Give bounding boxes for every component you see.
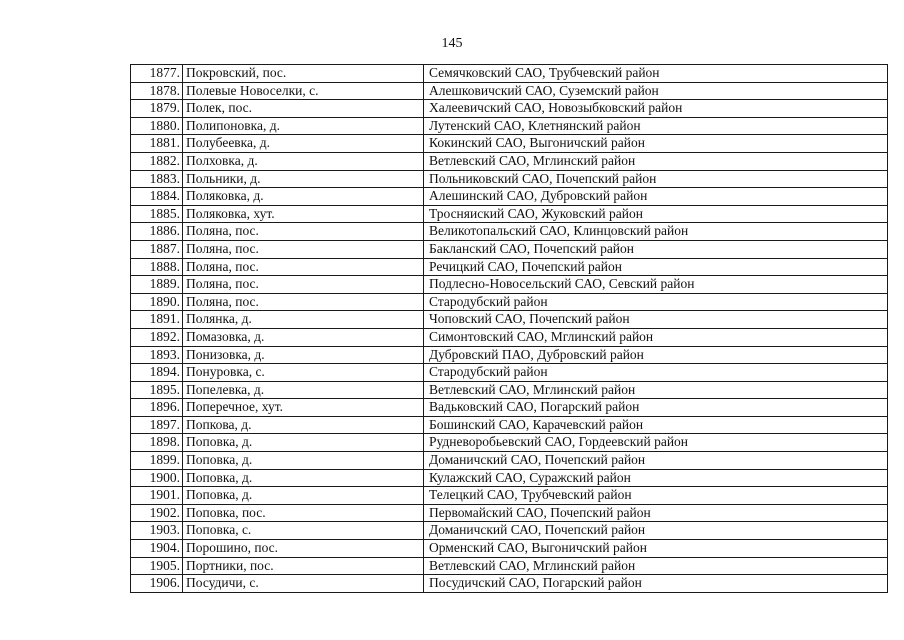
table-row <box>131 346 888 364</box>
row-number-cell: 1895. <box>131 381 183 399</box>
table-row <box>131 434 888 452</box>
settlement-name-cell: Понизовка, д. <box>183 346 424 364</box>
settlement-name-cell: Полевые Новоселки, с. <box>183 82 424 100</box>
settlement-name-cell: Полек, пос. <box>183 100 424 118</box>
table-row <box>131 487 888 505</box>
district-cell: Ветлевский САО, Мглинский район <box>424 152 888 170</box>
table-row <box>131 540 888 558</box>
district-cell: Чоповский САО, Почепский район <box>424 311 888 329</box>
row-number-cell: 1899. <box>131 452 183 470</box>
district-cell: Халеевичский САО, Новозыбковский район <box>424 100 888 118</box>
settlement-name-cell: Понуровка, с. <box>183 364 424 382</box>
row-number-cell: 1883. <box>131 170 183 188</box>
settlement-name-cell: Полубеевка, д. <box>183 135 424 153</box>
row-number-cell: 1893. <box>131 346 183 364</box>
table-row <box>131 504 888 522</box>
table-row <box>131 328 888 346</box>
table-row <box>131 293 888 311</box>
settlement-name-cell: Поповка, д. <box>183 452 424 470</box>
settlement-name-cell: Полховка, д. <box>183 152 424 170</box>
settlement-name-cell: Поляна, пос. <box>183 293 424 311</box>
table-row <box>131 170 888 188</box>
settlement-name-cell: Поляковка, д. <box>183 188 424 206</box>
row-number-cell: 1890. <box>131 293 183 311</box>
settlement-name-cell: Попелевка, д. <box>183 381 424 399</box>
table-row <box>131 205 888 223</box>
row-number-cell: 1905. <box>131 557 183 575</box>
district-cell: Доманичский САО, Почепский район <box>424 452 888 470</box>
district-cell: Дубровский ПАО, Дубровский район <box>424 346 888 364</box>
district-cell: Стародубский район <box>424 364 888 382</box>
table-row <box>131 575 888 593</box>
row-number-cell: 1900. <box>131 469 183 487</box>
district-cell: Доманичский САО, Почепский район <box>424 522 888 540</box>
settlement-name-cell: Поляна, пос. <box>183 223 424 241</box>
row-number-cell: 1897. <box>131 416 183 434</box>
district-cell: Тросняиский САО, Жуковский район <box>424 205 888 223</box>
table-row <box>131 117 888 135</box>
table-row <box>131 100 888 118</box>
settlement-name-cell: Порошино, пос. <box>183 540 424 558</box>
district-cell: Алешинский САО, Дубровский район <box>424 188 888 206</box>
row-number-cell: 1882. <box>131 152 183 170</box>
district-cell: Рудневоробьевский САО, Гордеевский район <box>424 434 888 452</box>
district-cell: Великотопальский САО, Клинцовский район <box>424 223 888 241</box>
row-number-cell: 1888. <box>131 258 183 276</box>
table-row <box>131 469 888 487</box>
settlement-name-cell: Поповка, с. <box>183 522 424 540</box>
row-number-cell: 1880. <box>131 117 183 135</box>
row-number-cell: 1877. <box>131 65 183 83</box>
row-number-cell: 1896. <box>131 399 183 417</box>
settlement-name-cell: Поповка, пос. <box>183 504 424 522</box>
row-number-cell: 1902. <box>131 504 183 522</box>
table-row <box>131 276 888 294</box>
settlement-name-cell: Портники, пос. <box>183 557 424 575</box>
row-number-cell: 1894. <box>131 364 183 382</box>
row-number-cell: 1892. <box>131 328 183 346</box>
table-row <box>131 399 888 417</box>
settlement-name-cell: Помазовка, д. <box>183 328 424 346</box>
settlement-name-cell: Полянка, д. <box>183 311 424 329</box>
table-row <box>131 82 888 100</box>
row-number-cell: 1886. <box>131 223 183 241</box>
settlement-name-cell: Полипоновка, д. <box>183 117 424 135</box>
row-number-cell: 1903. <box>131 522 183 540</box>
district-cell: Алешковичский САО, Суземский район <box>424 82 888 100</box>
district-cell: Кулажский САО, Суражский район <box>424 469 888 487</box>
settlement-name-cell: Поляковка, хут. <box>183 205 424 223</box>
settlement-name-cell: Поляна, пос. <box>183 258 424 276</box>
row-number-cell: 1884. <box>131 188 183 206</box>
table-row <box>131 223 888 241</box>
page-number: 145 <box>441 36 463 51</box>
settlements-table-container <box>130 64 888 593</box>
table-row <box>131 135 888 153</box>
table-row <box>131 65 888 83</box>
table-row <box>131 258 888 276</box>
settlement-name-cell: Поповка, д. <box>183 487 424 505</box>
row-number-cell: 1887. <box>131 240 183 258</box>
table-row <box>131 416 888 434</box>
row-number-cell: 1898. <box>131 434 183 452</box>
table-row <box>131 311 888 329</box>
row-number-cell: 1885. <box>131 205 183 223</box>
settlement-name-cell: Посудичи, с. <box>183 575 424 593</box>
district-cell: Бакланский САО, Почепский район <box>424 240 888 258</box>
table-body <box>131 65 888 593</box>
district-cell: Подлесно-Новосельский САО, Севский район <box>424 276 888 294</box>
settlement-name-cell: Поляна, пос. <box>183 240 424 258</box>
district-cell: Ветлевский САО, Мглинский район <box>424 381 888 399</box>
district-cell: Стародубский район <box>424 293 888 311</box>
settlement-name-cell: Поляна, пос. <box>183 276 424 294</box>
district-cell: Речицкий САО, Почепский район <box>424 258 888 276</box>
table-row <box>131 452 888 470</box>
table-row <box>131 381 888 399</box>
district-cell: Лутенский САО, Клетнянский район <box>424 117 888 135</box>
settlement-name-cell: Поповка, д. <box>183 469 424 487</box>
row-number-cell: 1879. <box>131 100 183 118</box>
table-row <box>131 364 888 382</box>
district-cell: Орменский САО, Выгоничский район <box>424 540 888 558</box>
settlement-name-cell: Поперечное, хут. <box>183 399 424 417</box>
row-number-cell: 1881. <box>131 135 183 153</box>
district-cell: Посудичский САО, Погарский район <box>424 575 888 593</box>
row-number-cell: 1906. <box>131 575 183 593</box>
table-row <box>131 152 888 170</box>
district-cell: Телецкий САО, Трубчевский район <box>424 487 888 505</box>
row-number-cell: 1904. <box>131 540 183 558</box>
row-number-cell: 1878. <box>131 82 183 100</box>
settlement-name-cell: Поповка, д. <box>183 434 424 452</box>
district-cell: Симонтовский САО, Мглинский район <box>424 328 888 346</box>
district-cell: Вадьковский САО, Погарский район <box>424 399 888 417</box>
table-row <box>131 188 888 206</box>
settlement-name-cell: Покровский, пос. <box>183 65 424 83</box>
row-number-cell: 1901. <box>131 487 183 505</box>
row-number-cell: 1891. <box>131 311 183 329</box>
district-cell: Ветлевский САО, Мглинский район <box>424 557 888 575</box>
district-cell: Бошинский САО, Карачевский район <box>424 416 888 434</box>
settlement-name-cell: Польники, д. <box>183 170 424 188</box>
settlements-table <box>130 64 888 593</box>
district-cell: Польниковский САО, Почепский район <box>424 170 888 188</box>
district-cell: Семячковский САО, Трубчевский район <box>424 65 888 83</box>
settlement-name-cell: Попкова, д. <box>183 416 424 434</box>
table-row <box>131 557 888 575</box>
table-row <box>131 522 888 540</box>
district-cell: Первомайский САО, Почепский район <box>424 504 888 522</box>
district-cell: Кокинский САО, Выгоничский район <box>424 135 888 153</box>
table-row <box>131 240 888 258</box>
row-number-cell: 1889. <box>131 276 183 294</box>
